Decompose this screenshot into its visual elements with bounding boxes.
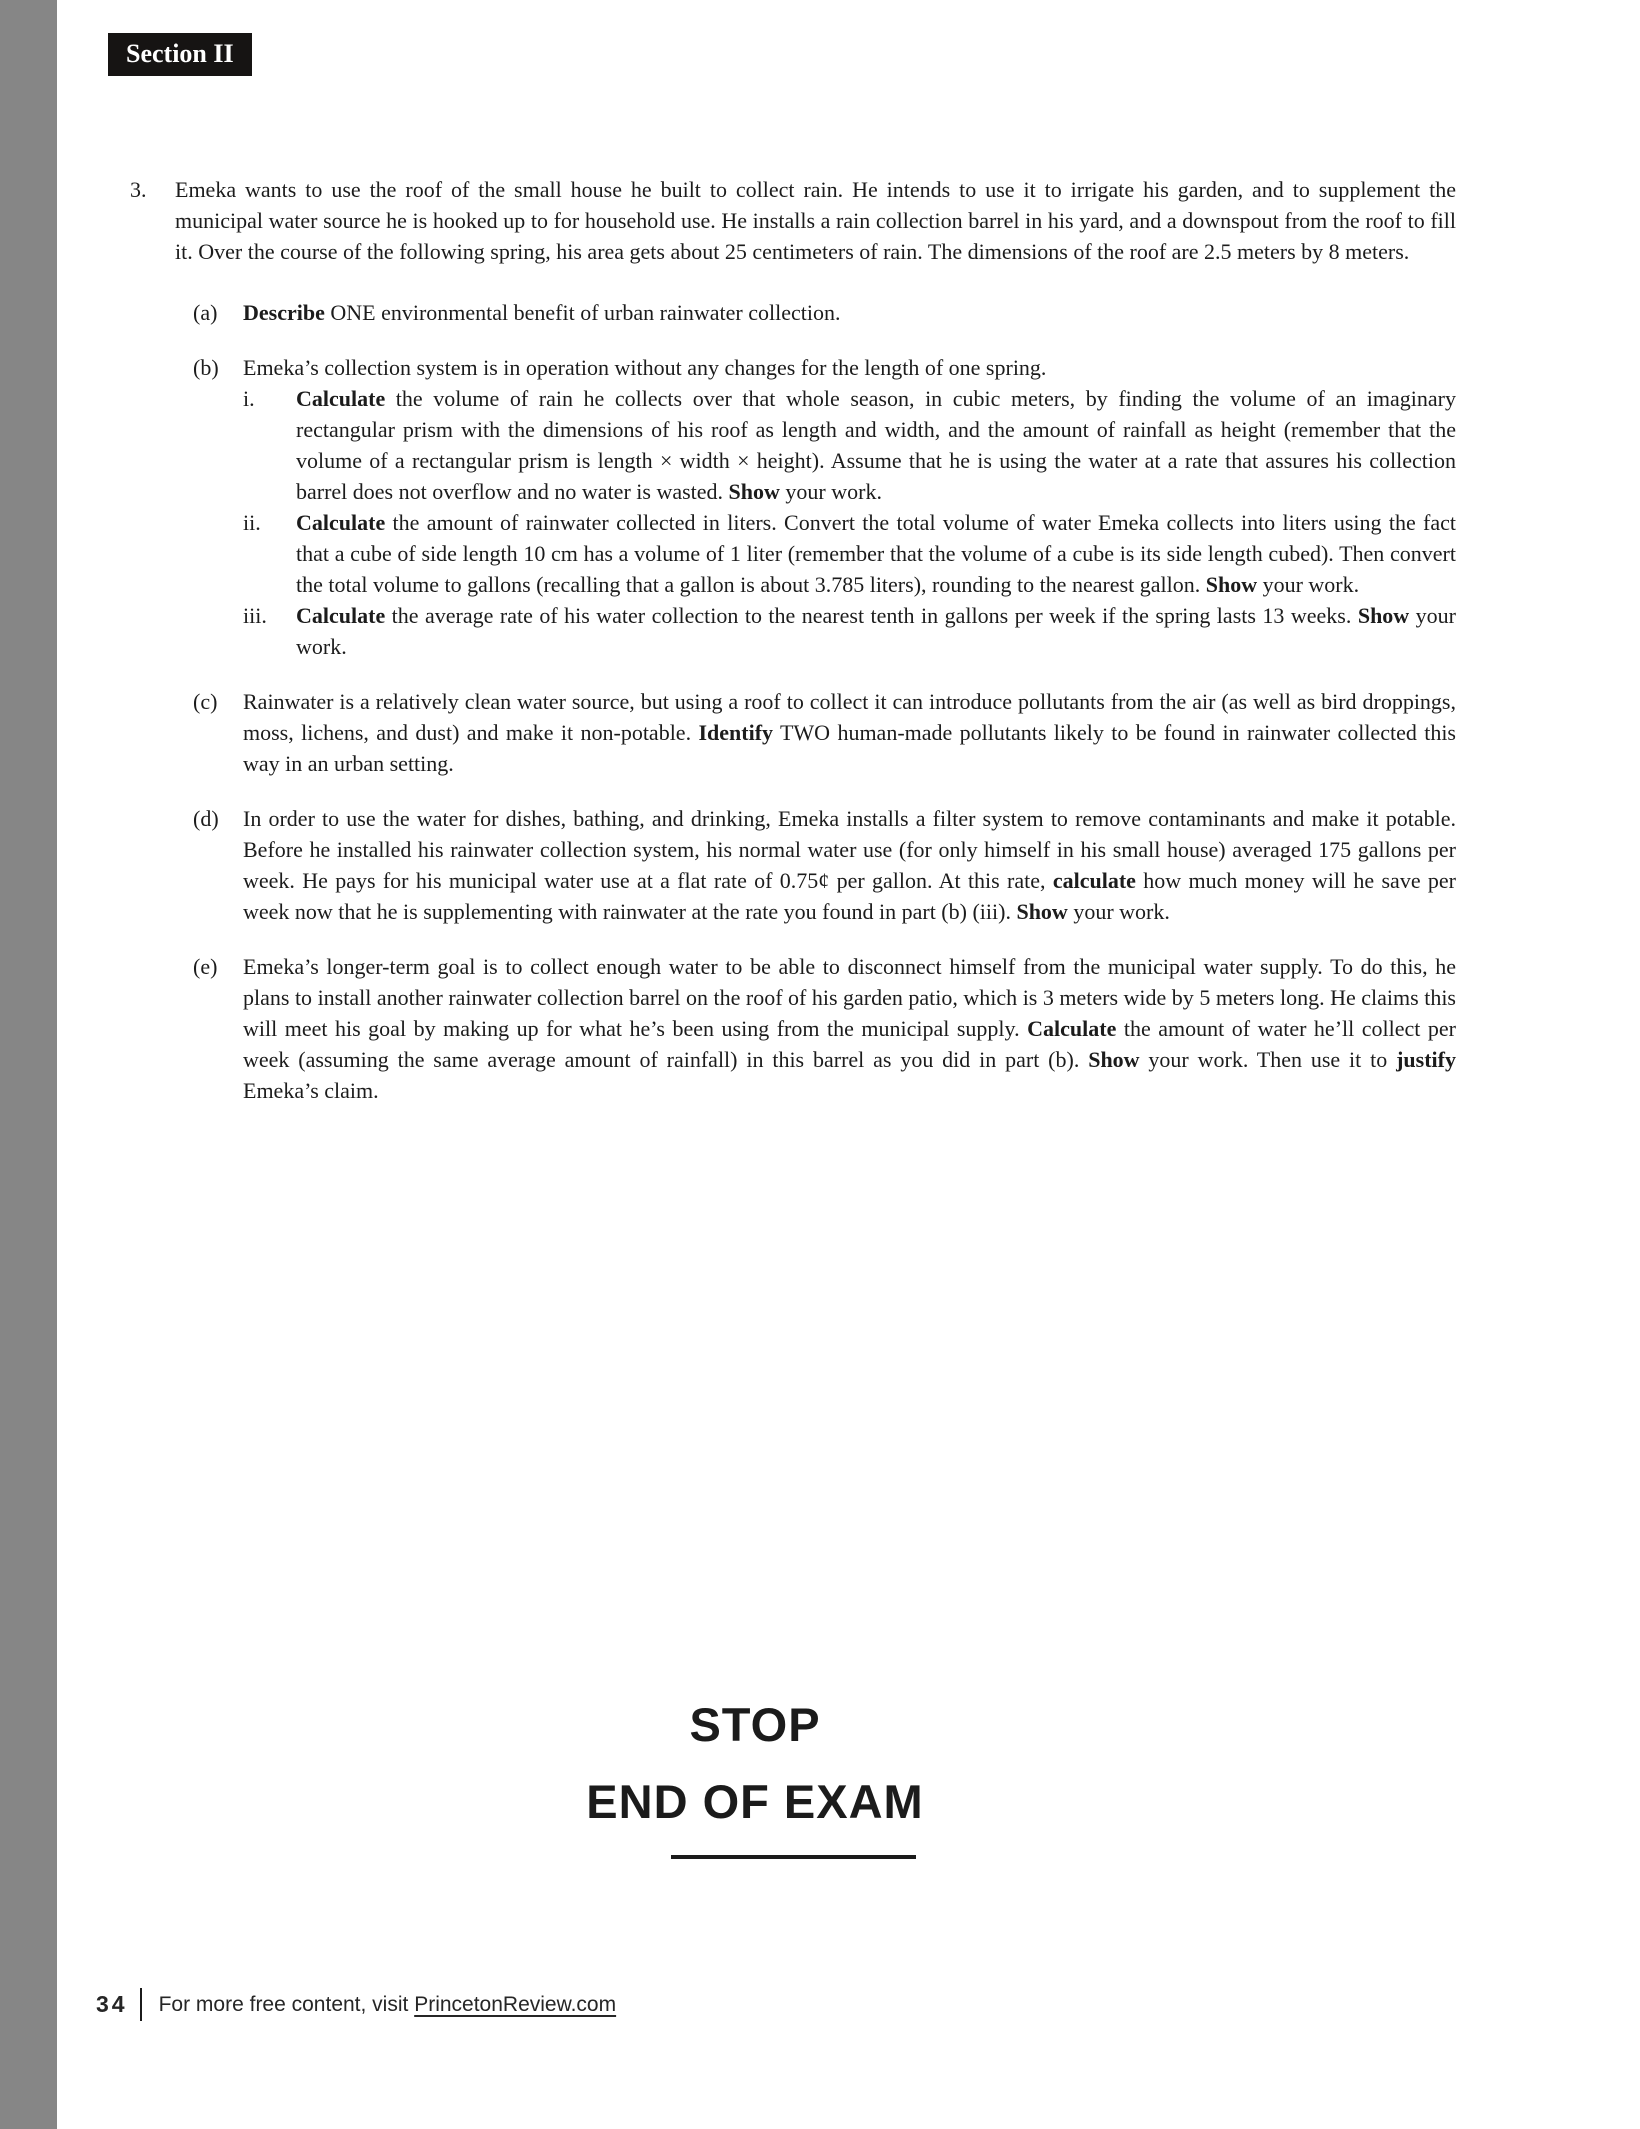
text-segment: calculate <box>1052 868 1136 893</box>
question-block <box>130 174 1456 1106</box>
part-label: (a) <box>193 300 218 325</box>
part-b-subparts <box>243 383 1456 662</box>
part-body <box>243 803 1456 927</box>
subpart-ii <box>243 507 1456 600</box>
part-body <box>243 686 1456 779</box>
text-segment: Show <box>1205 572 1258 597</box>
part-body <box>243 352 1456 662</box>
text-segment: Show <box>1016 899 1068 924</box>
subpart-body <box>296 507 1456 600</box>
subpart-body <box>296 383 1456 507</box>
subpart-label: iii. <box>243 603 267 628</box>
question-part-c <box>193 686 1456 779</box>
footer-divider <box>140 1988 142 2021</box>
question-intro-row <box>130 174 1456 267</box>
footer-text-label: For more free content, visit <box>158 1992 415 2016</box>
end-of-exam-rule <box>671 1855 916 1859</box>
subpart-body <box>296 600 1456 662</box>
footer <box>96 1988 616 2021</box>
text-segment: ONE environmental benefit of urban rainwater collection. <box>324 300 841 325</box>
part-label: (e) <box>193 954 218 979</box>
text-segment: Identify <box>698 720 774 745</box>
footer-link[interactable]: PrincetonReview.com <box>414 1992 617 2016</box>
footer-text <box>159 1993 617 2017</box>
text-segment: Calculate <box>296 510 386 535</box>
text-segment: Show <box>1357 603 1410 628</box>
text-segment: justify <box>1396 1047 1456 1072</box>
end-of-exam-heading: END OF EXAM <box>586 1775 924 1828</box>
stop-block <box>90 1700 1420 1859</box>
subpart-iii <box>243 600 1456 662</box>
page-number: 34 <box>96 1991 128 2017</box>
question-part-a <box>193 297 1456 328</box>
text-segment: your work. <box>1257 572 1360 597</box>
text-segment: your work. <box>779 479 882 504</box>
part-b-intro <box>243 352 1456 383</box>
text-segment: Emeka’s longer-term goal is to collect enough water to be able to disconnect himself from the municipal water supply. To do this, he plans to install another rainwater collection barrel on the roof of his garden patio, which is 3 meters wide by 5 meters long. He claims this will meet his goal by making up for what he’s been using from the municipal supply. <box>243 954 1456 1041</box>
subpart-i <box>243 383 1456 507</box>
text-segment: Emeka’s claim. <box>243 1078 379 1103</box>
question-number: 3. <box>130 177 147 202</box>
question-part-d <box>193 803 1456 927</box>
question-intro: Emeka wants to use the roof of the small house he built to collect rain. He intends to use it to irrigate his garden, and to supplement the municipal water source he is hooked up to for household use. He installs a rain collection barrel in his yard, and a downspout from the roof to fill it. Over the course of the following spring, his area gets about 25 centimeters of rain. The dimensions of the roof are 2.5 meters by 8 meters. <box>175 177 1456 264</box>
text-segment: how much money will he save per week now that he is supplementing with rainwater at the rate you found in part (b) (iii). <box>243 868 1456 924</box>
text-segment: your work. <box>296 603 1456 659</box>
left-margin-bar <box>0 0 57 2129</box>
part-body <box>243 951 1456 1106</box>
part-label: (c) <box>193 689 218 714</box>
stop-heading: STOP <box>689 1698 821 1751</box>
text-segment: Calculate <box>296 386 386 411</box>
text-segment: Calculate <box>1027 1016 1117 1041</box>
text-segment: your work. <box>1067 899 1170 924</box>
part-body <box>243 297 1456 328</box>
text-segment: the volume of rain he collects over that whole season, in cubic meters, by finding the volume of an imaginary rectangular prism with the dimensions of his roof as length and width, and the amount of rainfall as height (remember that the volume of a rectangular prism is length × width × height). Assume that he is using the water at a rate that assures his collection barrel does not overflow and no water is wasted. <box>296 386 1456 504</box>
text-segment: Show <box>1088 1047 1140 1072</box>
text-segment: the amount of water he’ll collect per week (assuming the same average amount of rainfall) in this barrel as you did in part (b). <box>243 1016 1456 1072</box>
question-part-e <box>193 951 1456 1106</box>
text-segment: the amount of rainwater collected in liters. Convert the total volume of water Emeka collects into liters using the fact that a cube of side length 10 cm has a volume of 1 liter (remember that the volume of a cube is its side length cubed). Then convert the total volume to gallons (recalling that a gallon is about 3.785 liters), rounding to the nearest gallon. <box>296 510 1456 597</box>
question-part-b <box>193 352 1456 662</box>
section-badge-label: Section II <box>126 39 234 68</box>
part-label: (b) <box>193 355 219 380</box>
text-segment: Describe <box>243 300 325 325</box>
text-segment: In order to use the water for dishes, bathing, and drinking, Emeka installs a filter system to remove contaminants and make it potable. Before he installed his rainwater collection system, his normal water use (for only himself in his small house) averaged 175 gallons per week. He pays for his municipal water use at a flat rate of 0.75¢ per gallon. At this rate, <box>243 806 1456 893</box>
text-segment: Show <box>728 479 780 504</box>
text-segment: your work. Then use it to <box>1139 1047 1397 1072</box>
text-segment: the average rate of his water collection to the nearest tenth in gallons per week if the spring lasts 13 weeks. <box>385 603 1358 628</box>
subpart-label: ii. <box>243 510 261 535</box>
text-segment: Calculate <box>296 603 386 628</box>
text-segment: TWO human-made pollutants likely to be found in rainwater collected this way in an urban setting. <box>243 720 1456 776</box>
section-badge <box>108 33 252 76</box>
text-segment: Rainwater is a relatively clean water source, but using a roof to collect it can introduce pollutants from the air (as well as bird droppings, moss, lichens, and dust) and make it non-potable. <box>243 689 1456 745</box>
text-segment: Emeka’s collection system is in operation without any changes for the length of one spring. <box>243 355 1047 380</box>
part-label: (d) <box>193 806 219 831</box>
subpart-label: i. <box>243 386 255 411</box>
